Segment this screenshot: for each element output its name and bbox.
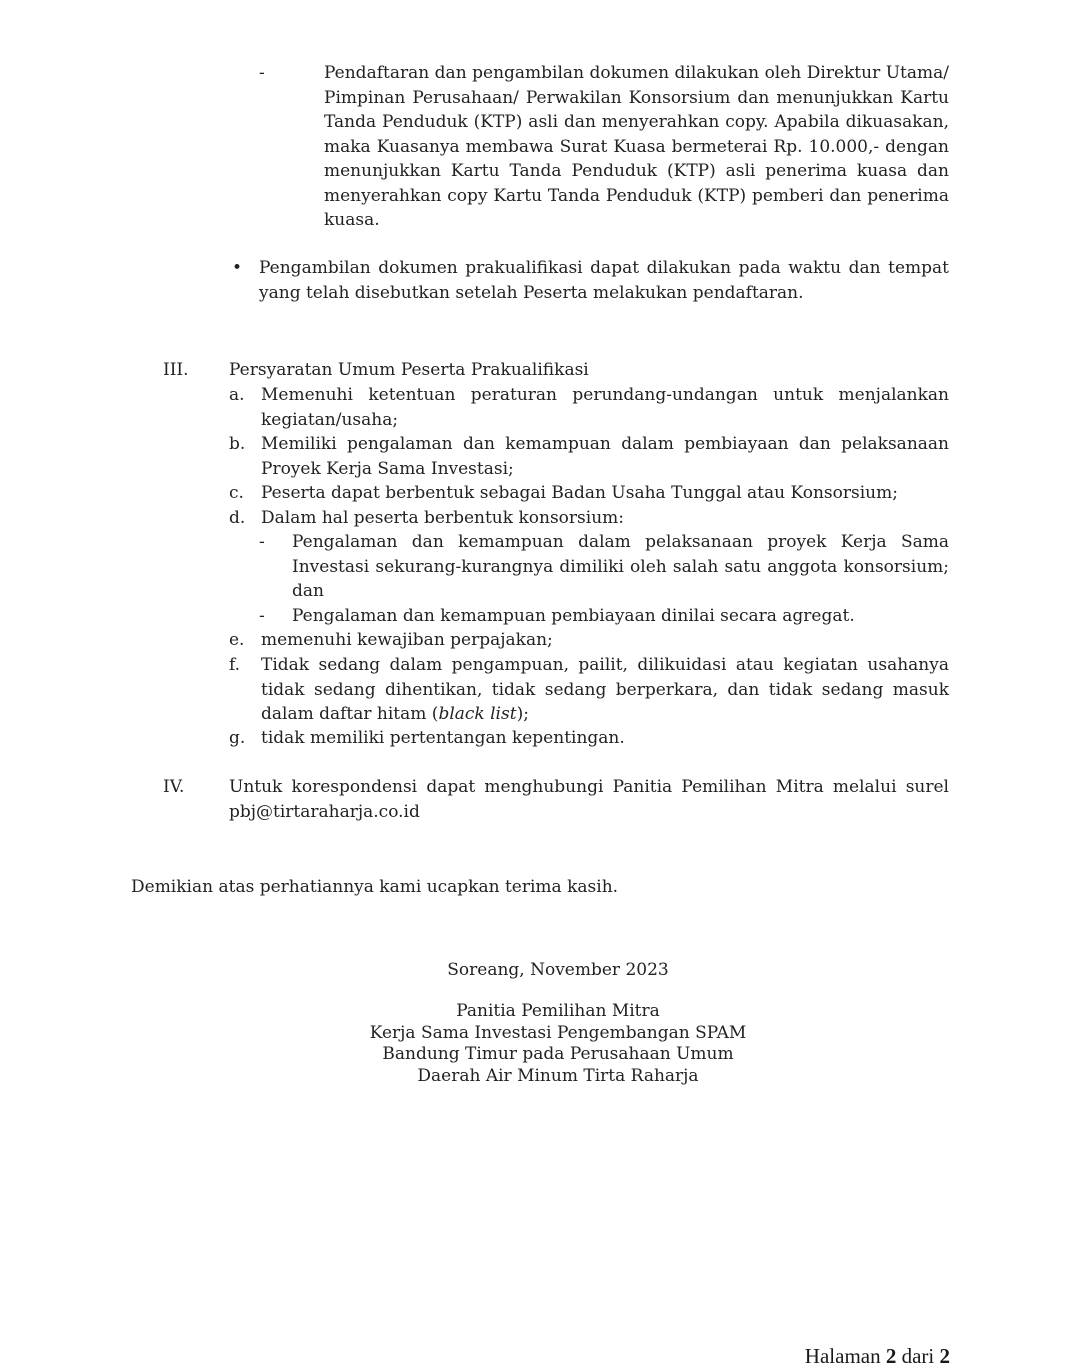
registration-paragraph: Pendaftaran dan pengambilan dokumen dilakukan oleh Direktur Utama/ Pimpinan Perusahaan/ Perwakilan Konsorsium dan menunjukkan Kartu Tanda Penduduk (KTP) asli dan menyerahkan copy. Apabila dikuasakan, maka Kuasanya membawa Surat Kuasa bermeterai Rp. 10.000,- dengan menunjukkan Kartu Tanda Penduduk (KTP) asli penerima kuasa dan menyerahkan copy Kartu Tanda Penduduk (KTP) pemberi dan penerima kuasa. — [324, 63, 949, 230]
signature-line: Panitia Pemilihan Mitra — [456, 1001, 660, 1021]
document-pickup-paragraph: Pengambilan dokumen prakualifikasi dapat dilakukan pada waktu dan tempat yang telah disebutkan setelah Peserta melakukan pendaftaran. — [259, 258, 949, 303]
dash-marker: - — [259, 63, 265, 83]
signature-block — [300, 1001, 816, 1087]
section-iii-numeral: III. — [163, 360, 189, 380]
page-number-middle: dari — [901, 1344, 935, 1368]
closing-sentence: Demikian atas perhatiannya kami ucapkan terima kasih. — [131, 877, 619, 897]
signature-line: Bandung Timur pada Perusahaan Umum — [382, 1044, 734, 1064]
signature-line: Kerja Sama Investasi Pengembangan SPAM — [369, 1022, 747, 1043]
list-item-text — [261, 653, 949, 727]
bullet-marker: • — [232, 258, 243, 278]
place-date: Soreang, November 2023 — [447, 960, 669, 980]
list-item-text-italic: black list — [438, 704, 517, 724]
sub-marker: - — [259, 606, 265, 626]
list-marker: b. — [229, 434, 246, 454]
sub-item-text: Pengalaman dan kemampuan dalam pelaksanaan proyek Kerja Sama Investasi sekurang-kurangnya dimiliki oleh salah satu anggota konsorsium; dan — [292, 532, 949, 601]
section-iv-text: Untuk korespondensi dapat menghubungi Panitia Pemilihan Mitra melalui surel pbj@tirtaraharja.co.id — [229, 777, 949, 822]
section-iii-heading: Persyaratan Umum Peserta Prakualifikasi — [229, 360, 589, 380]
list-marker: a. — [229, 385, 245, 405]
list-marker: g. — [229, 728, 246, 748]
page-number-current: 2 — [885, 1344, 897, 1368]
section-iv-numeral: IV. — [163, 777, 185, 797]
list-item-text: memenuhi kewajiban perpajakan; — [261, 630, 553, 650]
list-item-text: Memenuhi ketentuan peraturan perundang-undangan untuk menjalankan kegiatan/usaha; — [261, 385, 949, 430]
page-number-total: 2 — [939, 1344, 950, 1368]
list-marker: e. — [229, 630, 245, 650]
signature-line: Daerah Air Minum Tirta Raharja — [417, 1065, 699, 1086]
list-marker: c. — [229, 483, 244, 503]
page-number-prefix: Halaman — [804, 1344, 881, 1368]
list-item-text: tidak memiliki pertentangan kepentingan. — [261, 728, 625, 748]
list-item-text: Peserta dapat berbentuk sebagai Badan Usaha Tunggal atau Konsorsium; — [261, 483, 898, 503]
list-item-text-before: Tidak sedang dalam pengampuan, pailit, dilikuidasi atau kegiatan usahanya tidak sedang dihentikan, tidak sedang berperkara, dan tidak sedang masuk dalam daftar hitam ( — [261, 655, 949, 724]
list-item-text: Dalam hal peserta berbentuk konsorsium: — [261, 508, 624, 528]
list-marker: f. — [229, 655, 241, 675]
list-marker: d. — [229, 508, 246, 528]
list-item-text-after: ); — [516, 704, 529, 724]
sub-marker: - — [259, 532, 265, 552]
page-number — [805, 1344, 950, 1369]
list-item-text: Memiliki pengalaman dan kemampuan dalam pembiayaan dan pelaksanaan Proyek Kerja Sama Investasi; — [261, 434, 949, 479]
sub-item-text: Pengalaman dan kemampuan pembiayaan dinilai secara agregat. — [292, 606, 855, 626]
